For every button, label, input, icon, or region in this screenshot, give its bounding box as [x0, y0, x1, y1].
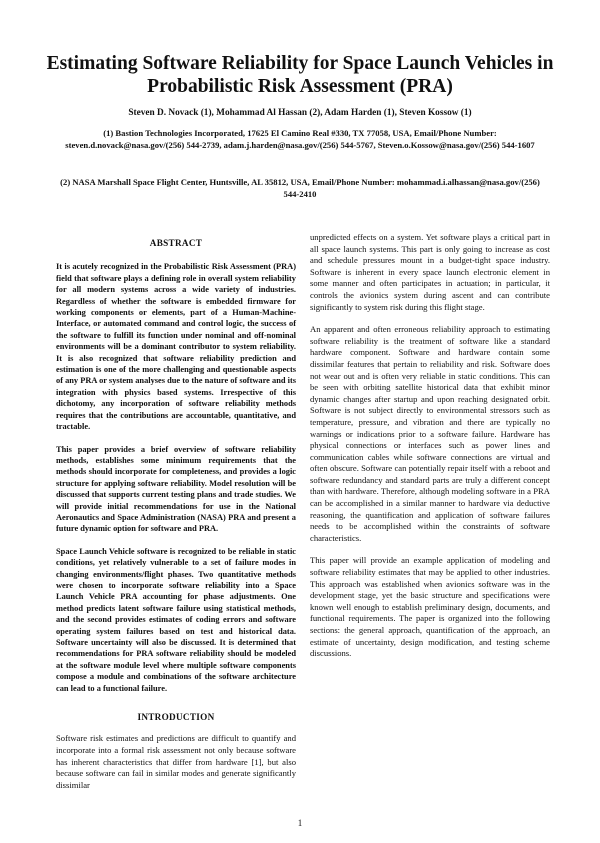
- page-number: 1: [297, 818, 303, 828]
- left-column: [56, 228, 296, 802]
- author-list: Steven D. Novack (1), Mohammad Al Hassan (2), Adam Harden (1), Steven Kossow (1): [128, 108, 472, 118]
- introduction-heading: INTRODUCTION: [137, 712, 215, 723]
- abstract-paragraph-2: This paper provides a brief overview of software reliability methods, establishes some minimum requirements that the methods should incorporate for completeness, and provides a logic structure for applying software reliability. Model resolution will be discussed that supports current testing plans and trade studies. We will provide initial recommendations for use in the National Aeronautics and Space Administration (NASA) PRA and present a future dynamic option for software and PRA.: [56, 444, 296, 534]
- right-column: [310, 232, 550, 671]
- paper-title: Estimating Software Reliability for Space Launch Vehicles in Probabilistic Risk Assessment (PRA): [46, 53, 554, 97]
- abstract-heading: ABSTRACT: [149, 238, 203, 248]
- introduction-continued-paragraph: unpredicted effects on a system. Yet software plays a critical part in all space launch systems. This part is only going to increase as cost and schedule pressures mount in a budget-tight space industry. Software is inherent in every space launch electronic element in some manner and often participates in actuation; in particular, it controls the avionics system during ascent and can contribute significantly to system risk during this flight stage.: [310, 232, 550, 312]
- introduction-paragraph-3: This paper will provide an example application of modeling and software reliability estimates that may be applied to other industries. This approach was established when avionics software was in the development stage, yet the basic structure and specifications were known well enough to establish preliminary design, documents, and functional requirements. The paper is organized into the following sections: the general approach, quantification of the approach, an estimate of uncertainty, design modification, and testing scheme discussions.: [310, 555, 550, 659]
- affiliation-2: (2) NASA Marshall Space Flight Center, Huntsville, AL 35812, USA, Email/Phone Number: mohammad.i.alhassan@nasa.gov/(256) 544-2410: [60, 177, 540, 199]
- abstract-paragraph-1: It is acutely recognized in the Probabilistic Risk Assessment (PRA) field that software plays a defining role in overall system reliability for all modern systems across a wide variety of industries. Regardless of whether the software is embedded firmware for working components or elements, part of a Human-Machine-Interface, or automated command and control logic, the success of the software to fulfill its function under nominal and off-nominal environments will be a dominant contributor to system reliability. It is also recognized that software reliability prediction and estimation is one of the more challenging and questionable aspects of any PRA or system analyses due to the nature of software and its integration with physics based systems. Irrespective of this dichotomy, any incorporation of software reliability methods requires that the contributions are accountable, quantitative, and tractable.: [56, 262, 296, 432]
- introduction-paragraph-2: An apparent and often erroneous reliability approach to estimating software reliability is the treatment of software like a standard hardware component. Software and hardware contain some dissimilar features that pertain to reliability and risk. Software does not wear out and is often very reliable in static conditions. This can be seen with orbiting satellite historical data that exhibit minor dynamic changes after startup and upon reaching designated orbit. Software is not subject directly to environmental stressors such as temperature, pressure, and vibration and there are typically no warnings or indications prior to a software failure. Hardware has physical connections or interfaces such as power lines and communication cables while software connections are virtual and often obscure. Software can potentially repair itself with a reboot and software redundancy and standard parts are truly a different concept than with hardware. Therefore, although modeling software in a PRA can be accomplished in a similar manner to hardware via deductive reasoning, the quantification and application of software failures needs to be accomplished within the constraints of software characteristics.: [310, 324, 550, 543]
- affiliation-1: (1) Bastion Technologies Incorporated, 17625 El Camino Real #330, TX 77058, USA, Email/Phone Number: steven.d.novack@nasa.gov/(256) 544-2739, adam.j.harden@nasa.gov/(256) 544-5767, Steven.o.Kossow@nasa.gov/(256) 544-1607: [65, 128, 535, 150]
- introduction-paragraph-1: Software risk estimates and predictions are difficult to quantify and incorporate into a formal risk assessment not only because software has inherent characteristics that differ from hardware [1], but also because software can fail in similar modes and generate significantly dissimilar: [56, 733, 296, 790]
- abstract-paragraph-3: Space Launch Vehicle software is recognized to be reliable in static conditions, yet relatively vulnerable to a set of failure modes in changing environments/flight phases. Two quantitative methods were chosen to incorporate software reliability into a Space Launch Vehicle PRA accounting for phase adjustments. One method predicts latent software failure using statistical methods, and the second provides estimates of coding errors and software operating system failures based on test and historical data. Software uncertainty will also be discussed. It is determined that recommendations for PRA software reliability should be modeled at the software module level where multiple software components compose a module and combinations of the software architecture can lead to a functional failure.: [56, 546, 296, 693]
